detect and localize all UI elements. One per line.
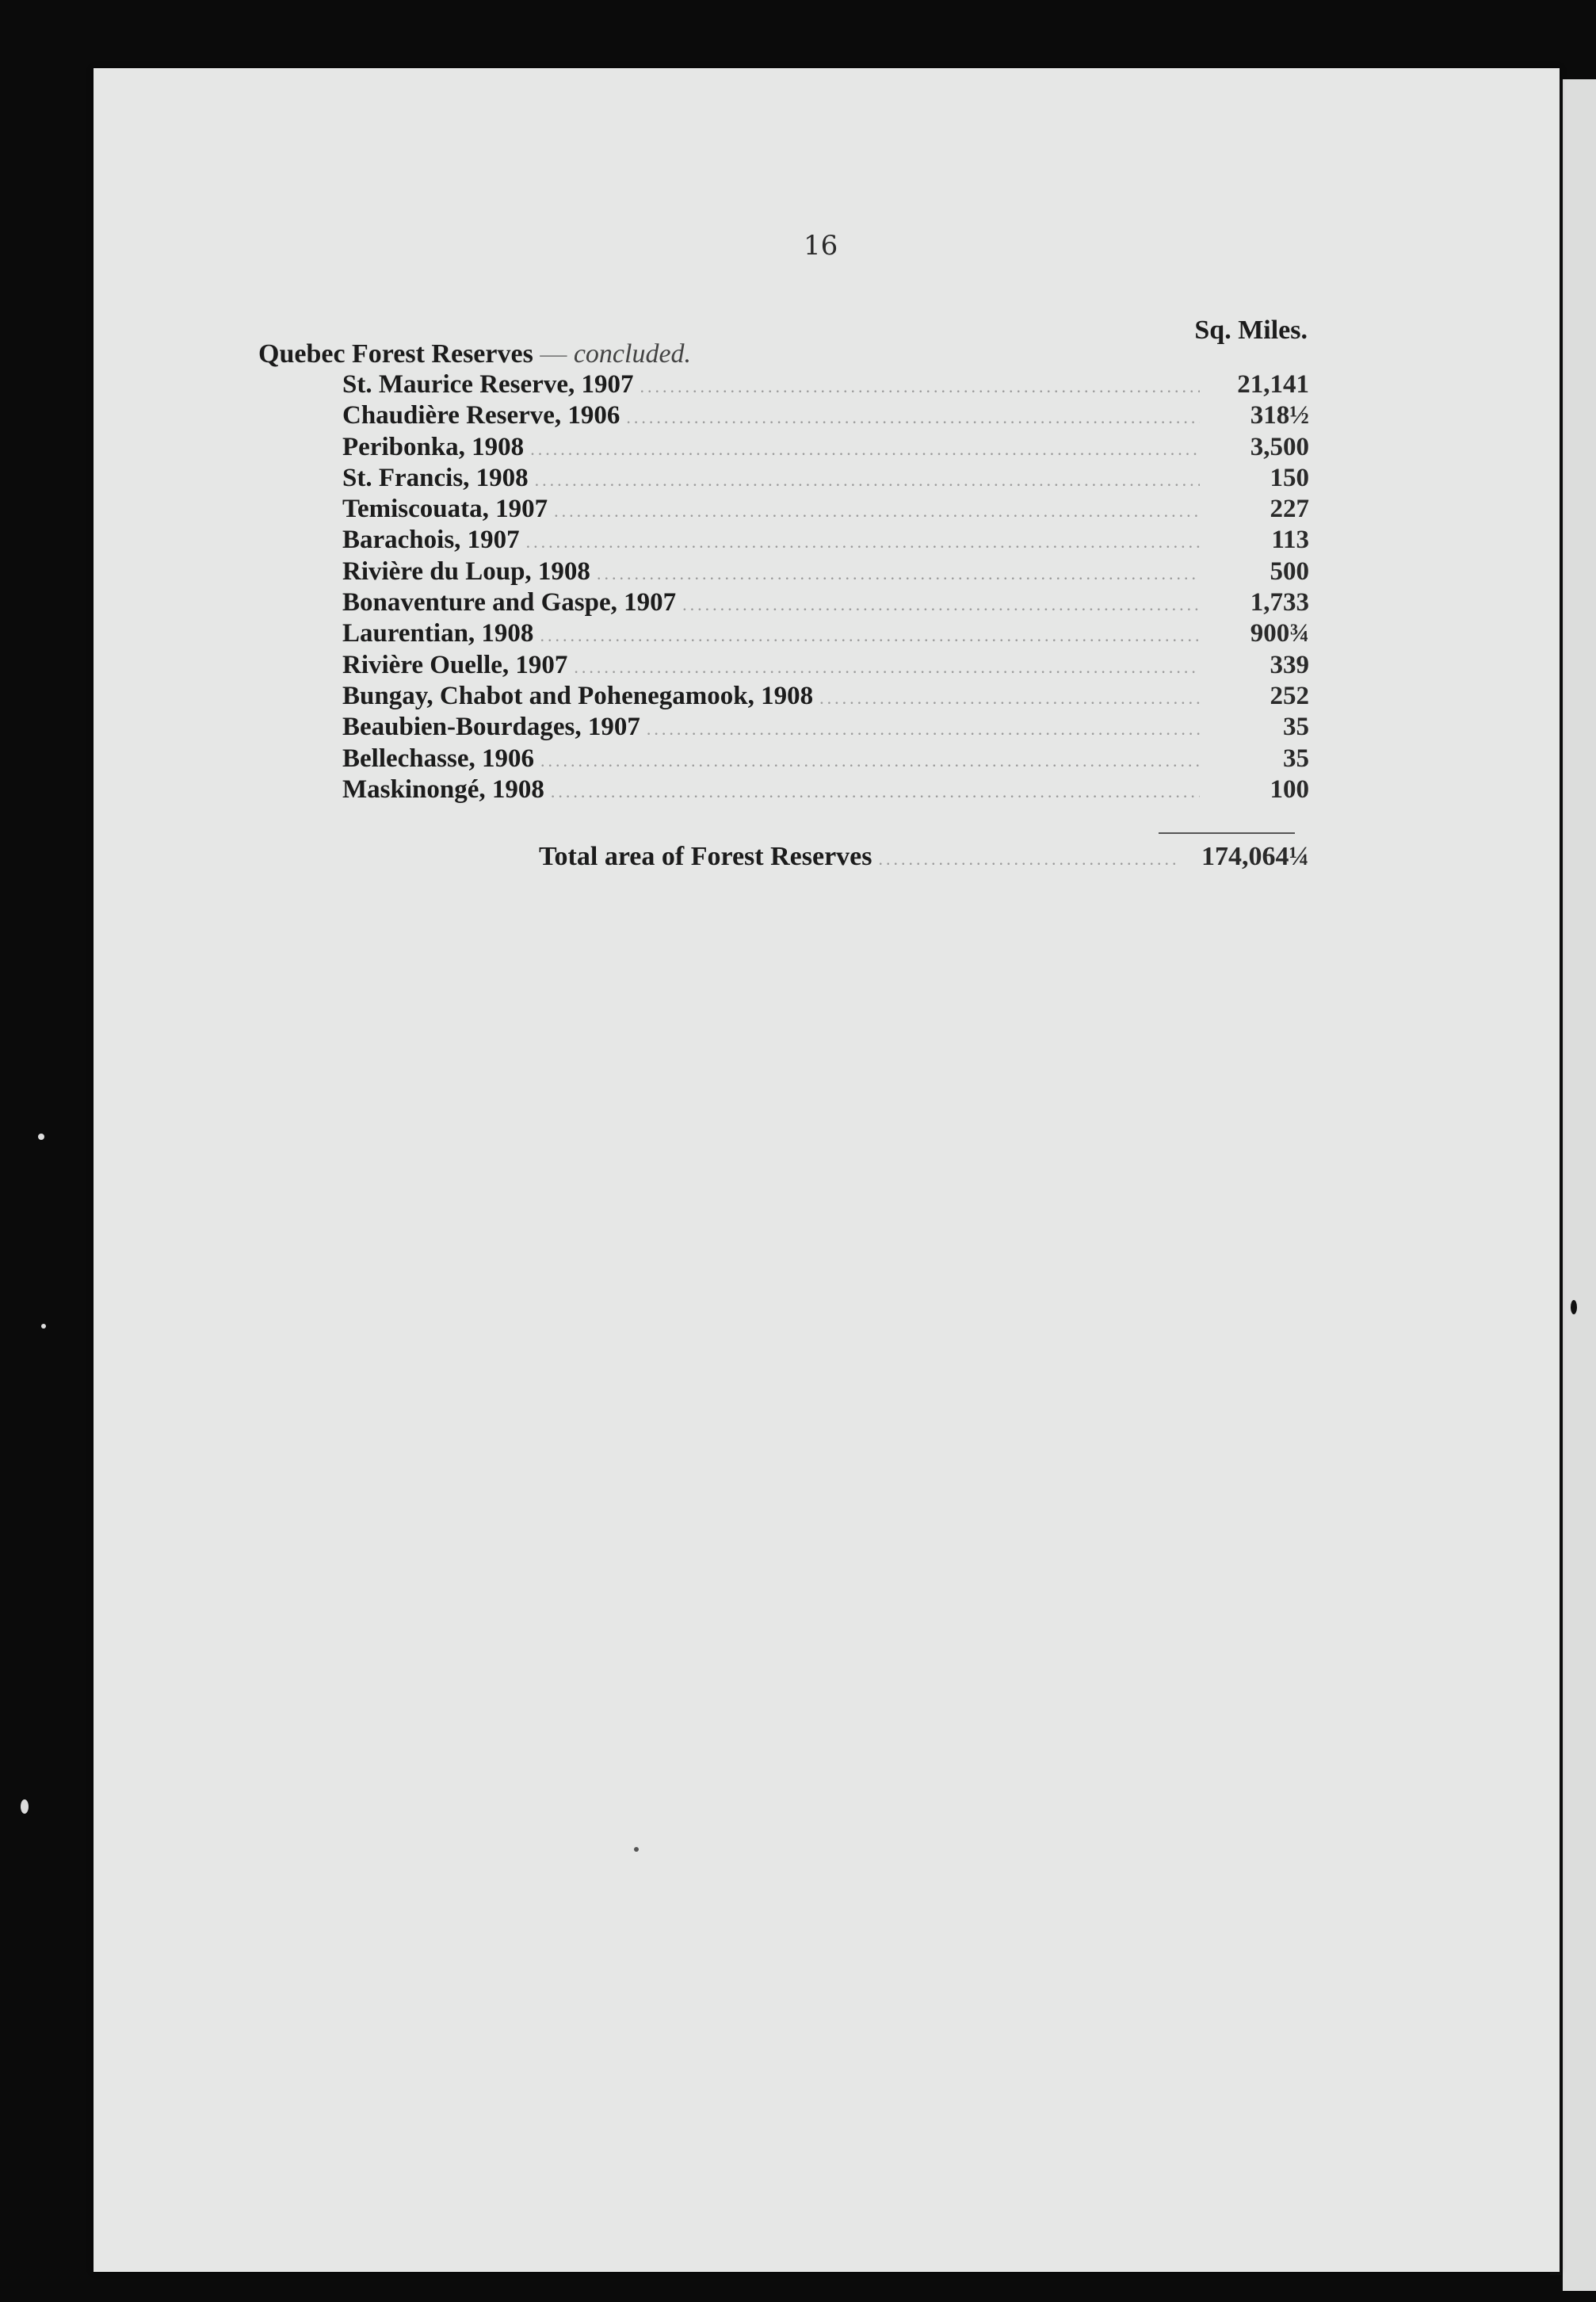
- table-row: [342, 619, 1309, 650]
- leader-dots: [530, 439, 1200, 460]
- leader-dots: [626, 407, 1200, 428]
- table-row: [342, 713, 1309, 744]
- adjacent-page-edge: [1563, 79, 1596, 2291]
- leader-dots: [535, 470, 1200, 491]
- table-row: [342, 370, 1309, 401]
- scan-speck: [38, 1134, 44, 1140]
- reserve-table: [342, 370, 1309, 806]
- reserve-area: 3,500: [1250, 432, 1309, 461]
- section-qualifier: concluded.: [573, 339, 692, 369]
- reserve-area: 318½: [1250, 401, 1309, 430]
- table-row: [342, 433, 1309, 464]
- section-title: Quebec Forest Reserves: [258, 339, 533, 369]
- leader-dots: [597, 564, 1200, 584]
- reserve-name: Rivière du Loup, 1908: [342, 556, 590, 586]
- total-label: Total area of Forest Reserves: [539, 842, 872, 871]
- section-heading: [258, 339, 691, 369]
- reserve-area: 35: [1283, 713, 1309, 742]
- reserve-area: 227: [1270, 495, 1309, 524]
- reserve-name: Beaubien-Bourdages, 1907: [342, 713, 640, 742]
- reserve-area: 1,733: [1250, 588, 1309, 618]
- reserve-name: Bonaventure and Gaspe, 1907: [342, 588, 677, 618]
- leader-dots: [574, 657, 1200, 678]
- reserve-name: Barachois, 1907: [342, 526, 520, 555]
- leader-dots: [819, 688, 1200, 709]
- table-row: [342, 775, 1309, 806]
- reserve-name: Rivière Ouelle, 1907: [342, 650, 568, 679]
- reserve-name: Bellechasse, 1906: [342, 744, 534, 773]
- reserve-area: 252: [1270, 681, 1309, 710]
- scan-speck: [41, 1324, 46, 1329]
- leader-dots: [682, 595, 1200, 615]
- reserve-name: Temiscouata, 1907: [342, 495, 548, 524]
- table-row: [342, 651, 1309, 682]
- reserve-area: 150: [1270, 463, 1309, 492]
- section-separator: —: [533, 339, 574, 369]
- sum-rule: [1159, 832, 1295, 834]
- table-row: [342, 557, 1309, 588]
- table-row: [342, 401, 1309, 432]
- total-row: [539, 842, 1309, 872]
- reserve-name: Laurentian, 1908: [342, 619, 534, 648]
- leader-dots: [551, 782, 1200, 802]
- table-row: [342, 682, 1309, 713]
- scan-speck: [21, 1799, 29, 1814]
- reserve-name: Peribonka, 1908: [342, 432, 525, 461]
- table-row: [342, 495, 1309, 526]
- page-number: 16: [804, 230, 838, 262]
- leader-dots: [540, 751, 1200, 771]
- leader-dots: [540, 625, 1200, 646]
- table-row: [342, 744, 1309, 775]
- leader-dots: [554, 501, 1200, 522]
- reserve-area: 100: [1270, 774, 1309, 804]
- leader-dots: [640, 377, 1200, 397]
- reserve-name: Chaudière Reserve, 1906: [342, 401, 620, 430]
- scan-speck: [634, 1847, 639, 1852]
- reserve-area: 35: [1283, 744, 1309, 773]
- table-row: [342, 526, 1309, 556]
- leader-dots: [878, 849, 1176, 870]
- scan-speck: [1571, 1300, 1577, 1314]
- reserve-area: 113: [1271, 526, 1309, 555]
- total-value: 174,064¼: [1201, 842, 1309, 871]
- reserve-name: St. Maurice Reserve, 1907: [342, 370, 634, 399]
- table-row: [342, 464, 1309, 495]
- reserve-name: Maskinongé, 1908: [342, 774, 544, 804]
- reserve-area: 500: [1270, 556, 1309, 586]
- leader-dots: [526, 532, 1200, 553]
- reserve-area: 339: [1270, 650, 1309, 679]
- table-row: [342, 588, 1309, 619]
- column-header: Sq. Miles.: [1194, 315, 1308, 345]
- leader-dots: [647, 719, 1200, 740]
- reserve-name: St. Francis, 1908: [342, 463, 529, 492]
- reserve-name: Bungay, Chabot and Pohenegamook, 1908: [342, 681, 814, 710]
- reserve-area: 21,141: [1237, 370, 1309, 399]
- reserve-area: 900¾: [1250, 619, 1309, 648]
